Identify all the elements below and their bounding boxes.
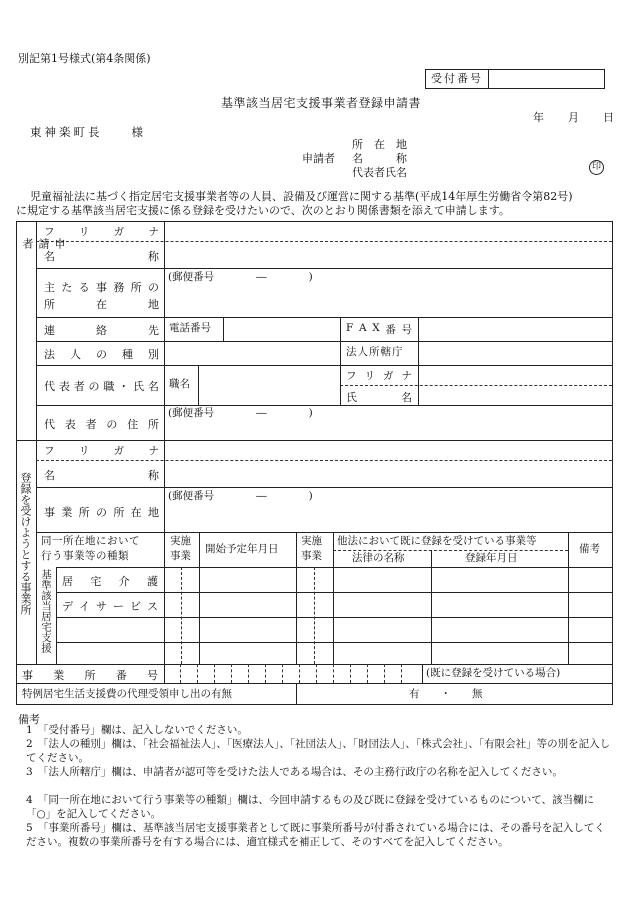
impl2-label-2: 事業 — [301, 550, 322, 562]
same-location-label-1: 同一所在地において — [41, 535, 140, 547]
remarks-label: 備考 — [579, 543, 600, 555]
applicant-label: 申請者 — [302, 152, 335, 165]
post-label: 職名 — [169, 378, 190, 390]
office-furigana-label: フ リ ガ ナ — [44, 445, 159, 457]
office-number-note: (既に登録を受けている場合) — [426, 667, 561, 679]
special-label: 特例居宅生活支援費の代理受領申し出の有無 — [22, 688, 232, 700]
special-value[interactable]: 有 ・ 無 — [409, 688, 483, 700]
date-day: 日 — [603, 111, 614, 124]
main-office-label-1: 主 た る 事 務 所 の — [44, 281, 159, 294]
impl-label-2: 事業 — [170, 550, 191, 562]
applicant-side-char-2: 請 — [37, 238, 50, 250]
rep-address-label: 代 表 者 の 住 所 — [44, 418, 159, 431]
furigana-label: フ リ ガ ナ — [44, 226, 159, 238]
applicant-rep-label: 代表者氏名 — [352, 166, 407, 179]
note-2: 2 「法人の種別」欄は、「社会福祉法人」、「医療法人」、「社団法人」、「財団法人」、「株式会社」、「有限会社」等の別を記入してください。 — [26, 738, 611, 764]
receipt-number-field[interactable] — [490, 70, 602, 88]
date-year: 年 — [533, 111, 544, 124]
note-4: 4 「同一所在地において行う事業等の種類」欄は、今回申請するもの及び既に登録を受けているものについて、該当欄に「○」を記入してください。 — [26, 794, 595, 820]
office-location-label: 事 業 所 の 所 在 地 — [44, 506, 159, 519]
impl2-label-1: 実施 — [301, 535, 322, 547]
rep-furigana-label: フ リ ガ ナ — [346, 370, 412, 382]
day-service-label: デ イ サ ー ビ ス — [62, 600, 158, 613]
applicant-side-char-1: 申 — [53, 238, 66, 250]
notes-title: 備考 — [18, 713, 40, 726]
office-side-label: 登録を受けようとする事業所 — [19, 472, 32, 615]
corp-authority-label: 法人所轄庁 — [346, 346, 404, 358]
phone-label: 電話番号 — [169, 322, 211, 334]
rep-title-label: 代 表 者 の 職 ・ 氏 名 — [44, 380, 159, 393]
form-reference: 別記第1号様式(第4条関係) — [18, 52, 151, 65]
applicant-side-char-3: 者 — [21, 238, 34, 250]
office-number-label: 事 業 所 番 号 — [22, 669, 158, 682]
office-name-label: 名 称 — [44, 469, 159, 482]
receipt-number-box — [425, 69, 605, 89]
impl-label-1: 実施 — [170, 535, 191, 547]
main-office-label-2: 所 在 地 — [44, 298, 159, 311]
addressee: 東神楽町長 様 — [30, 125, 146, 139]
rep-name-label: 氏 名 — [346, 391, 412, 404]
main-office-postal[interactable]: (郵便番号 ― ) — [168, 271, 313, 283]
fax-label: F A X 番 号 — [346, 322, 412, 336]
note-3: 3 「法人所轄庁」欄は、申請者が認可等を受けた法人である場合は、その主務行政庁の名称を記入してください。 — [26, 766, 563, 778]
start-date-label: 開始予定年月日 — [205, 543, 279, 555]
office-postal[interactable]: (郵便番号 ― ) — [168, 490, 313, 502]
reg-date-label: 登録年月日 — [465, 552, 518, 564]
kyotaku-label: 居 宅 介 護 — [62, 575, 158, 588]
date-month: 月 — [568, 111, 579, 124]
applicant-address-label: 所 在 地 — [352, 138, 407, 151]
corp-type-label: 法 人 の 種 別 — [44, 348, 159, 361]
law-name-label: 法律の名称 — [352, 552, 405, 564]
intro-line-2: に規定する基準該当居宅支援に係る登録を受けたいので、次のとおり関係書類を添えて申請します。 — [16, 204, 510, 217]
form-title: 基準該当居宅支援事業者登録申請書 — [221, 96, 422, 110]
receipt-number-label: 受付番号 — [426, 70, 489, 88]
kijun-label: 基準該当居宅支援 — [40, 569, 52, 653]
name-label: 名 称 — [44, 250, 159, 263]
same-location-label-2: 行う事業等の種類 — [41, 550, 129, 562]
rep-address-postal[interactable]: (郵便番号 ― ) — [168, 407, 313, 419]
note-1: 1 「受付番号」欄は、記入しないでください。 — [26, 724, 248, 736]
intro-line-1: 児童福祉法に基づく指定居宅支援事業者等の人員、設備及び運営に関する基準(平成14年厚生労働省令第82号) — [30, 190, 573, 203]
note-5: 5 「事業所番号」欄は、基準該当居宅支援事業者として既に事業所番号が付番されている場合には、その番号を記入してください。複数の事業所番号を有する場合には、適宜様式を補正して、そのすべてを記入してください。 — [26, 822, 605, 848]
other-law-label: 他法において既に登録を受けている事業等 — [337, 535, 537, 547]
contact-label: 連 絡 先 — [44, 324, 159, 337]
seal-mark: 印 — [589, 160, 604, 175]
applicant-name-label: 名 称 — [352, 152, 407, 165]
